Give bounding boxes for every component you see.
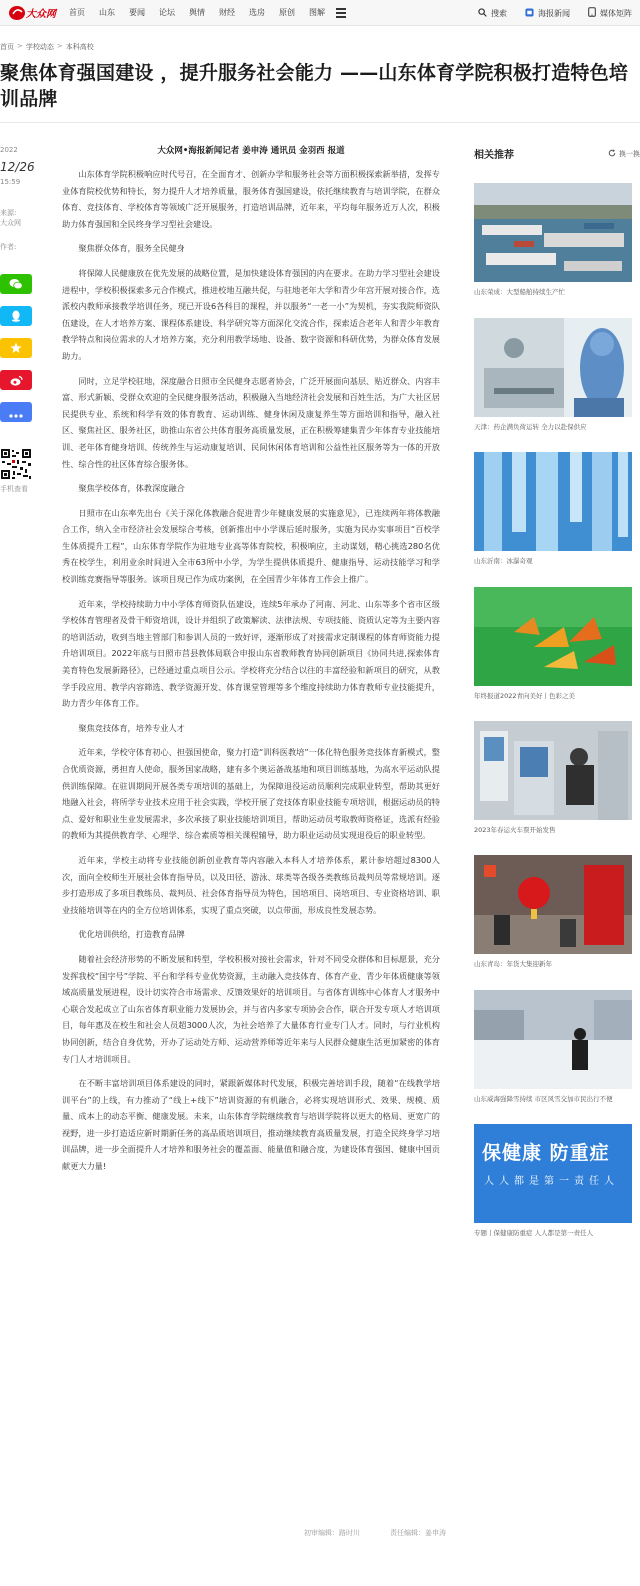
haibao-news-link[interactable]	[525, 8, 570, 19]
recommend-caption[interactable]: 山东沂南：冰瀑奇观	[474, 557, 533, 565]
nav-item-shandong[interactable]: 山东	[99, 7, 115, 17]
qr-code-icon	[0, 448, 32, 480]
recommend-image-market	[474, 855, 632, 954]
share-qq-button[interactable]	[0, 306, 32, 326]
haibao-icon	[525, 8, 534, 19]
nav-item-home[interactable]: 首页	[69, 7, 85, 17]
wechat-icon	[9, 275, 23, 294]
article-paragraph: 近年来，学校持续助力中小学体育师资队伍建设，连续5年承办了河南、河北、山东等多个省市区级学校体育管理者及骨干师资培训，设计并组织了政策解读、法律法规、专项技能、资质认定等为主要内容的培训活动，收到当地主管部门和参训人员的一致好评，逐渐形成了对接需求定制课程的体育师资能力提升培训项目。2022年底与日照市莒县教体局联合申报山东省教师教育协同创新项目《协同共进,探索体育美育特色发展新路径》，已经通过重点项目公示。学校将充分结合以往的丰富经验和新项目的研究，从教学手段应用、教学内容筛选、教学资源开发、体育课堂管理等多个维度持续助力体育教师专业技能提升，助力青少年体育工作。	[62, 598, 440, 709]
nav-item-house[interactable]: 选房	[249, 7, 265, 17]
article-paragraph: 近年来，学校守体育初心、担强国使命，聚力打造“训科医教培”一体化特色服务竞技体育新模式，整合优质资源，勇担育人使命，服务国家战略，建有多个奥运备战基地和项目训练基地，为高水平运动队提供训练保障。在驻训期间开展各类专项培训的基础上，为保障退役运动员顺利完成职业转型，帮助其更好地融入社会，将所学专业技术应用于社会实践，学校开展了竞技体育职业技能专项培训，根据运动员的特点、爱好和职业生业发展需求，多次承接了职业技能培训项目，帮助运动员考取教师资格证，选派有经验的教师为其提供教育学、心理学、综合素质等相关课程辅导，助力职业运动员实现退役后的职业转型。	[62, 747, 440, 841]
search-button[interactable]	[478, 8, 507, 19]
qr-label: 手机查看	[0, 485, 28, 493]
title-divider	[0, 122, 640, 123]
first-editor: 初审编辑：路时川	[304, 1529, 360, 1537]
share-more-button[interactable]	[0, 402, 32, 422]
responsible-editor: 责任编辑：姜申涛	[390, 1529, 446, 1537]
recommend-card[interactable]	[474, 855, 632, 968]
breadcrumb-school-news[interactable]: 学校动态	[25, 43, 54, 51]
qq-icon	[11, 307, 21, 326]
editor-info	[304, 1528, 446, 1538]
promo-headline: 保健康 防重症	[482, 1142, 610, 1164]
breadcrumb	[0, 42, 94, 52]
publish-date: 12/26	[0, 160, 35, 174]
recommend-caption[interactable]: 专题丨保健康防重症 人人都是第一责任人	[474, 1229, 594, 1237]
publish-year: 2022	[0, 146, 18, 154]
recommend-card[interactable]	[474, 183, 632, 296]
recommend-image-ticket	[474, 721, 632, 820]
source-value: 大众网	[0, 219, 21, 227]
article-paragraph: 在不断丰富培训项目体系建设的同时，紧跟新媒体时代发展，积极完善培训手段，随着“在线教学培训平台”的上线，有力推动了“线上+线下”培训资源的有机融合，必将实现培训形式、效果、规模、质量、成本上的动态平衡、健康发展。未来，山东体育学院继续教育与培训学院将以更大的格局、更宽广的视野，进一步打造适应新时期新任务的高品质培训项目，推动继续教育高质量发展，打造全民终身学习培训品牌，进一步全面提升人才培养和服务社会的覆盖面、能量值和融合度，为建设体育强国、健康中国贡献更大力量!	[62, 1078, 440, 1172]
nav-item-forum[interactable]: 论坛	[159, 7, 175, 17]
publish-time: 15:59	[0, 178, 21, 186]
menu-icon[interactable]	[336, 8, 346, 18]
qzone-star-icon	[10, 339, 22, 358]
media-matrix-label: 媒体矩阵	[600, 8, 632, 18]
article-paragraph: 随着社会经济形势的不断发展和转型，学校积极对接社会需求，针对不同受众群体和目标愿景，充分发挥我校“国字号”学院、平台和学科专业优势资源，主动融入竞技体育、体育产业、青少年体质健康等领域高质量发展进程，设计切实符合市场需求、反馈效果好的培训项目。与省体育训练中心体育人才服务中心联合发起成立了山东省体育职业能力发展协会，并与省内多家专项协会合作，联合开发专项人才培训项目，每年惠及在校生和社会人员超3000人次，为社会培养了大量体育行业专门人才。同时，与行业机构协同创新，结合自身优势，开办了运动处方师、运动营养师等近年来与人民群众健康生活更加紧密的体育专门人才培训项目。	[62, 953, 440, 1064]
recommend-caption[interactable]: 山东青岛：年货大集迎新年	[474, 960, 552, 968]
search-label: 搜索	[491, 8, 507, 18]
section-heading: 聚焦竞技体育，培养专业人才	[78, 722, 185, 733]
nav-item-opinion[interactable]: 舆情	[189, 7, 205, 17]
recommend-card[interactable]	[474, 990, 632, 1103]
source-label: 来源:	[0, 209, 17, 217]
recommend-card[interactable]	[474, 587, 632, 700]
section-heading: 聚焦学校体育，体教深度融合	[78, 483, 185, 494]
nav-item-news[interactable]: 要闻	[129, 7, 145, 17]
recommend-caption[interactable]: 年终报道2022青向美好丨色彩之美	[474, 692, 576, 700]
article-paragraph: 日照市在山东率先出台《关于深化体教融合促进青少年健康发展的实施意见》，已连续两年将体教融合工作，纳入全市经济社会发展综合考核，创新推出中小学课后延时服务，实施为民办实事项目“百校学生体质提升工程”，山东体育学院作为驻地专业高等体育院校，积极响应，主动谋划，精心挑选280名优秀在校学生，利用业余时间进入全市63所中小学，为学生提供体质提升、健康指导、运动技能学习和学校训练竞赛指导等服务。该项目现已作为成功案例，在全国青少年体育工作会上推广。	[62, 507, 440, 585]
article-byline: 大众网•海报新闻记者 姜申涛 通讯员 金羽西 报道	[157, 146, 345, 156]
top-nav	[0, 0, 640, 26]
article-title: 聚焦体育强国建设 ，提升服务社会能力 ——山东体育学院积极打造特色培训品牌	[0, 62, 629, 110]
promo-subline: 人人都是第一责任人	[484, 1176, 619, 1187]
recommend-card[interactable]	[474, 1124, 632, 1237]
recommend-card[interactable]	[474, 721, 632, 834]
weibo-icon	[10, 371, 23, 390]
article-meta	[0, 146, 40, 252]
haibao-news-label: 海报新闻	[538, 8, 570, 18]
logo-text: 大众网	[26, 8, 56, 20]
author-label: 作者:	[0, 243, 17, 251]
recommend-image-harbor	[474, 183, 632, 282]
recommend-image-ice	[474, 452, 632, 551]
more-dots-icon	[9, 403, 23, 422]
article-paragraph: 将保障人民健康放在优先发展的战略位置，是加快建设体育强国的内在要求。在助力学习型社会建设进程中，学校积极探索多元合作模式，推进校地互融共促，与驻地老年大学和青少年宫开展对接合作，选派校内教师承接教学培训任务，现已开设6各科目的课程，并以服务“一老一小”为契机，夯实我院师资队伍建设，在人才培养方案、课程体系建设、科学研究等方面深化交流合作，探索适合老年人和青少年教育教学特点和岗位需求的人才培养方案，充分利用教学场地、设备、数字资源和科研优势，为群众体育发展助力。	[62, 267, 440, 361]
article-paragraph: 同时，立足学校驻地，深度融合日照市全民健身志愿者协会，广泛开展面向基层、贴近群众、内容丰富、形式新颖、受群众欢迎的全民健身服务活动，积极融入当地经济社会发展和百姓生活，为广大社区居民提供专业、系统和科学有效的体育教育、运动训练、健身休闲及康复养生等方面培训和指导，融入社区、聚焦社区、服务社区，助推山东省公共体育服务高质量发展，正在积极筹建集青少年体育专业技能培训、老年体育健身培训、传统养生与运动康复培训、民间休闲体育培训和公益性社区服务等为一体的开放性、综合性的社区体育综合服务体。	[62, 375, 440, 469]
recommend-caption[interactable]: 2023年春运火车票开始发售	[474, 826, 556, 834]
share-qzone-button[interactable]	[0, 338, 32, 358]
recommend-image-lab	[474, 318, 632, 417]
breadcrumb-home[interactable]: 首页	[0, 43, 14, 51]
refresh-label: 换一换	[619, 149, 640, 158]
nav-item-finance[interactable]: 财经	[219, 7, 235, 17]
breadcrumb-universities[interactable]: 本科高校	[65, 43, 94, 51]
search-icon	[478, 8, 487, 19]
breadcrumb-separator: >	[56, 42, 63, 50]
phone-icon	[588, 7, 596, 19]
breadcrumb-separator: >	[17, 42, 23, 50]
recommend-caption[interactable]: 天津：药企满负荷运转 全力以赴保供应	[474, 423, 587, 431]
nav-item-original[interactable]: 原创	[279, 7, 295, 17]
article-paragraph: 山东体育学院积极响应时代号召，在全面育才、创新办学和服务社会等方面积极探索新举措，发挥专业体育院校优势和特长，努力提升人才培养质量，服务体育强国建设，依托继续教育与培训学院，在群众体育、竞技体育、学校体育等领域广泛开展服务，打造培训品牌，近年来，平均每年服务近万人次，积极助力体育强国和全民终身学习型社会建设。	[62, 169, 440, 229]
recommend-image-health-promo	[474, 1124, 632, 1223]
recommend-caption[interactable]: 山东威海强降雪持续 市区风雪交加市民出行不便	[474, 1095, 613, 1103]
recommend-header	[474, 146, 640, 161]
site-logo[interactable]	[8, 3, 58, 23]
article-paragraph: 近年来，学校主动将专业技能创新创业教育等内容融入本科人才培养体系，累计参培超过8300人次，面向全校师生开展社会体育指导员，以及田径、游泳、球类等各级各类教练员裁判员等常规培训。逐步打造形成了多项目教练员、裁判员、社会体育指导员为特色，国培项目、岗培项目、专业资格培训、职业技能培训等在内的全方位培训体系，实现了重点突破，以点带面，形成良性发展态势。	[62, 854, 440, 915]
article-body	[62, 144, 440, 1175]
section-heading: 优化培训供给，打造教育品牌	[78, 929, 185, 940]
refresh-icon	[608, 149, 616, 159]
recommend-image-leaves	[474, 587, 632, 686]
nav-item-graphic[interactable]: 图解	[309, 7, 325, 17]
recommend-caption[interactable]: 山东荣成：大型船舶持续生产忙	[474, 288, 565, 296]
share-weibo-button[interactable]	[0, 370, 32, 390]
recommend-title: 相关推荐	[474, 150, 514, 161]
recommend-image-snow	[474, 990, 632, 1089]
media-matrix-link[interactable]	[588, 7, 632, 19]
recommend-card[interactable]	[474, 452, 632, 565]
section-heading: 聚焦群众体育，服务全民健身	[78, 243, 185, 254]
refresh-button[interactable]	[608, 149, 640, 159]
recommend-card[interactable]	[474, 318, 632, 431]
share-wechat-button[interactable]	[0, 274, 32, 294]
